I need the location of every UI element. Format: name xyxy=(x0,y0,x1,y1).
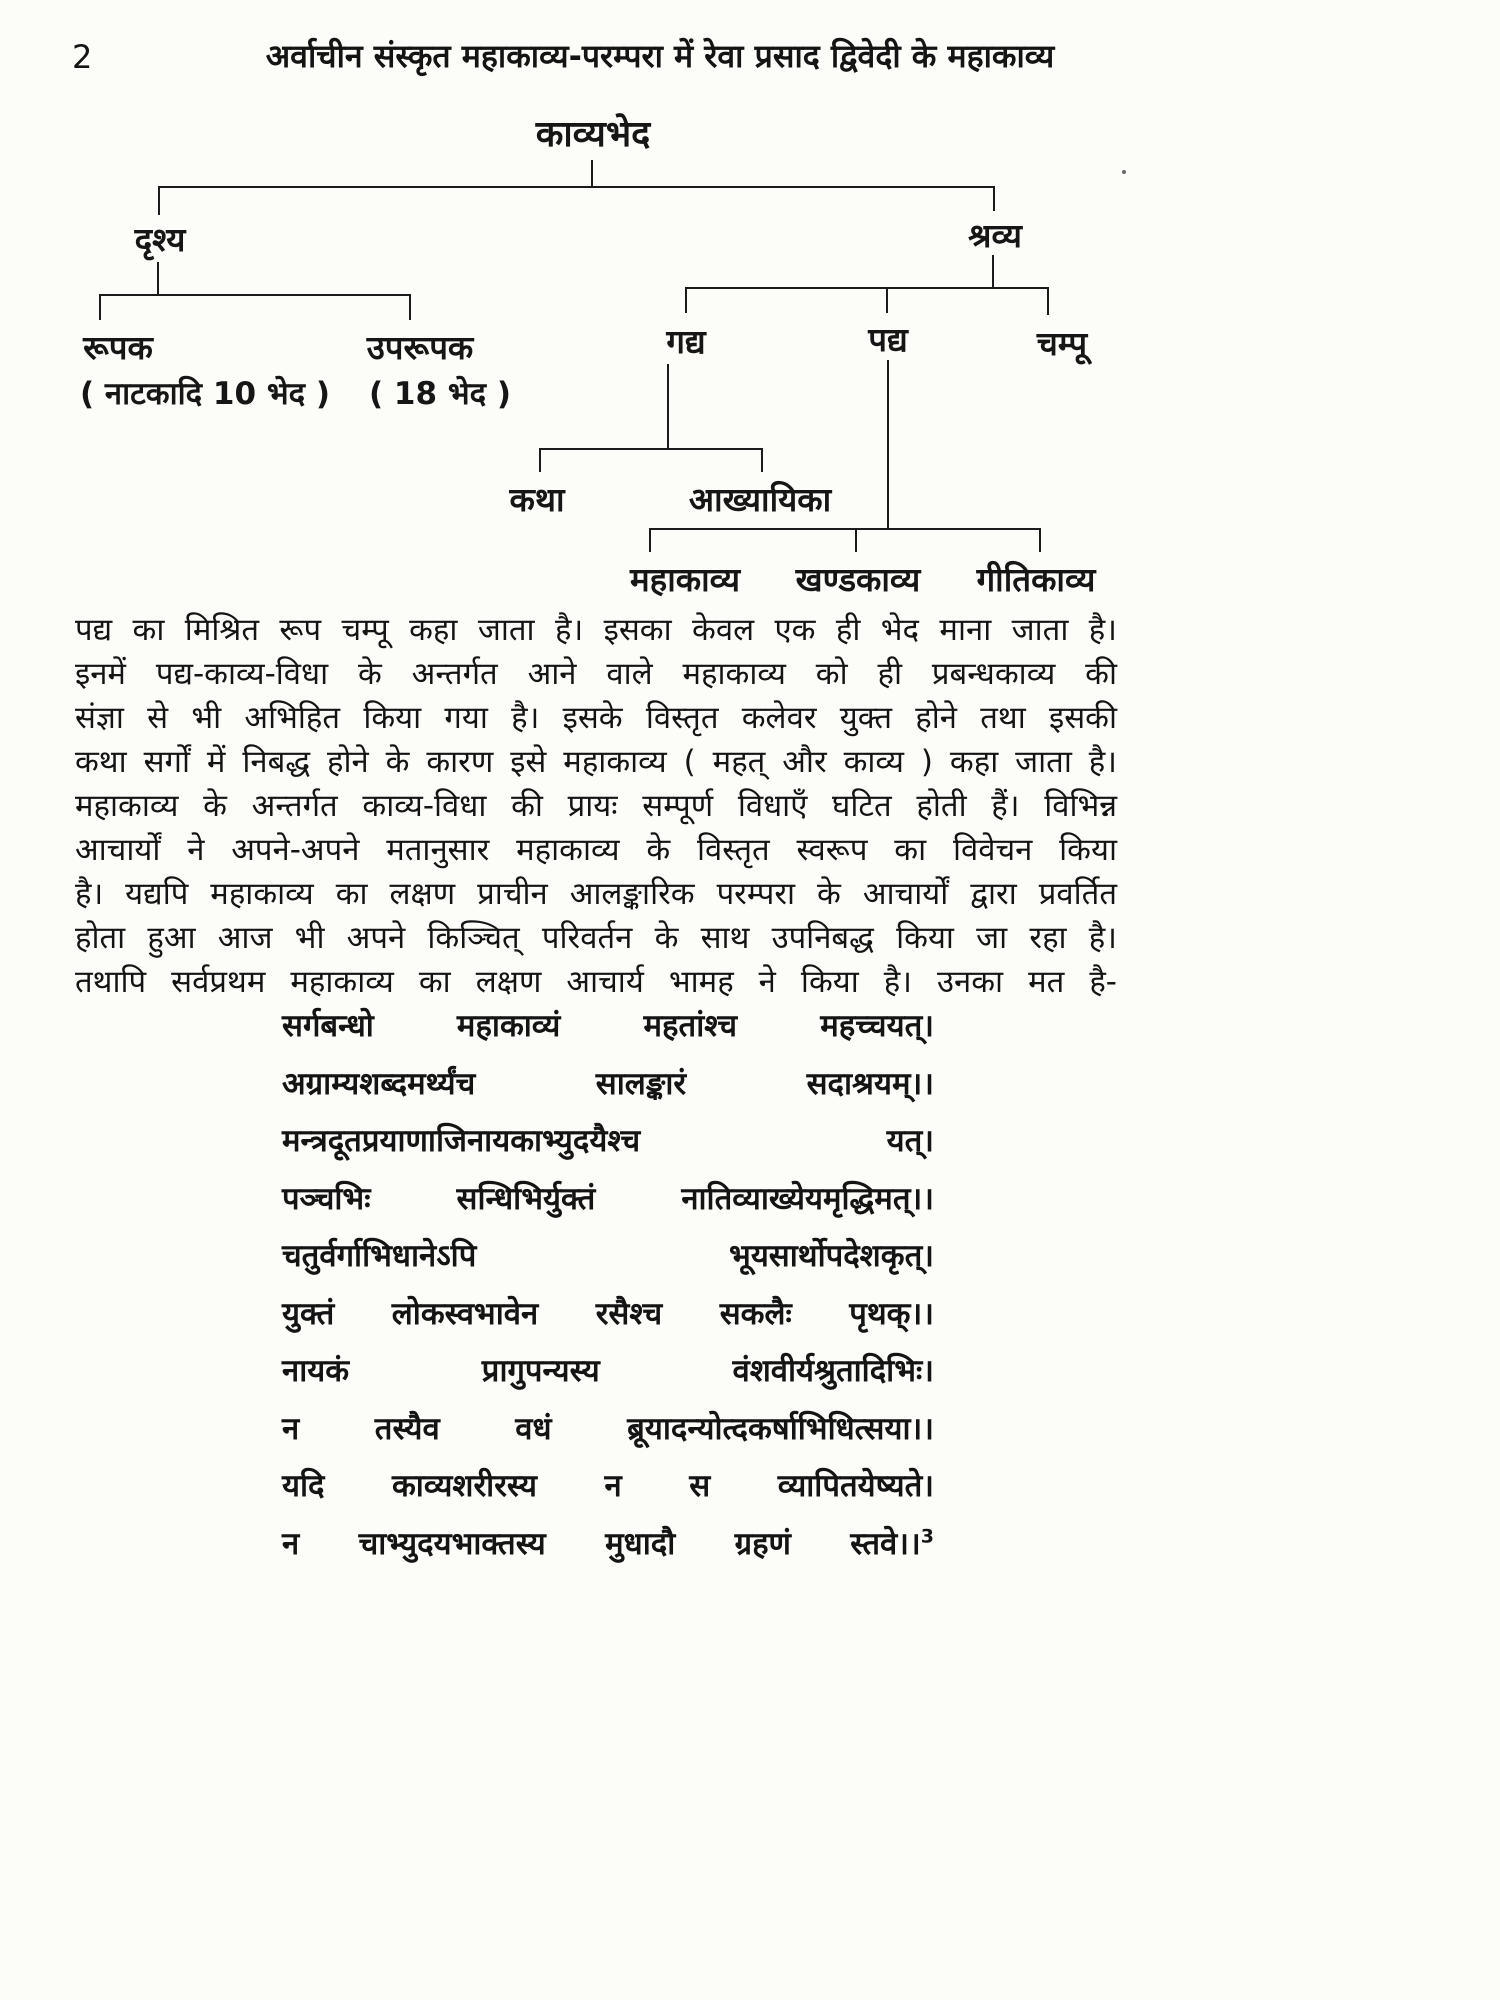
connector xyxy=(539,448,541,472)
connector xyxy=(591,160,593,188)
connector xyxy=(649,528,1041,530)
tree-node-mahakavya: महाकाव्य xyxy=(629,560,741,599)
verse-line: युक्तं लोकस्वभावेन रसैश्च सकलैः पृथक्।। xyxy=(282,1295,934,1332)
page-number: 2 xyxy=(72,38,93,76)
verse-line: नायकं प्रागुपन्यस्य वंशवीर्यश्रुतादिभिः। xyxy=(282,1353,934,1389)
tree-node-rupaka: रूपक xyxy=(83,328,153,367)
tree-node-uparupaka: उपरूपक xyxy=(366,328,474,367)
tree-root-label: काव्यभेद xyxy=(535,114,651,155)
tree-node-akhyayika: आख्यायिका xyxy=(688,480,832,519)
tree-node-drishya: दृश्य xyxy=(134,220,186,259)
body-line: है। यद्यपि महाकाव्य का लक्षण प्राचीन आलङ्कारिक परम्परा के आचार्यों द्वारा प्रवर्तित xyxy=(75,876,1117,912)
connector xyxy=(685,287,687,313)
connector xyxy=(685,287,1049,289)
connector xyxy=(539,448,763,450)
verse-line xyxy=(282,1516,934,1574)
body-line: आचार्यों ने अपने-अपने मतानुसार महाकाव्य के विस्तृत स्वरूप का विवेचन किया xyxy=(75,832,1117,868)
tree-node-gitikavya: गीतिकाव्य xyxy=(976,560,1096,599)
connector xyxy=(1039,528,1041,552)
verse-line: चतुर्वर्गाभिधानेऽपि भूयसार्थोपदेशकृत्। xyxy=(282,1238,934,1274)
footnote-marker: 3 xyxy=(920,1525,934,1548)
header-title: अर्वाचीन संस्कृत महाकाव्य-परम्परा में रेवा प्रसाद द्विवेदी के महाकाव्य xyxy=(265,37,1055,75)
body-line: पद्य का मिश्रित रूप चम्पू कहा जाता है। इसका केवल एक ही भेद माना जाता है। xyxy=(75,612,1117,648)
verse-line: अग्राम्यशब्दमर्थ्यंच सालङ्कारं सदाश्रयम्।। xyxy=(282,1065,934,1102)
body-line: संज्ञा से भी अभिहित किया गया है। इसके विस्तृत कलेवर युक्त होने तथा इसकी xyxy=(75,700,1117,736)
scan-speck xyxy=(1122,170,1126,174)
tree-node-padya: पद्य xyxy=(868,320,908,359)
body-line: तथापि सर्वप्रथम महाकाव्य का लक्षण आचार्य भामह ने किया है। उनका मत है- xyxy=(75,964,1117,1000)
kavya-bheda-tree xyxy=(0,0,1500,610)
verse-line: सर्गबन्धो महाकाव्यं महतांश्च महच्चयत्। xyxy=(282,1008,934,1044)
connector xyxy=(886,287,888,313)
tree-node-khandakavya: खण्डकाव्य xyxy=(795,560,921,599)
tree-node-katha: कथा xyxy=(509,480,565,519)
verse-line: यदि काव्यशरीरस्य न स व्यापितयेष्यते। xyxy=(282,1468,934,1504)
connector xyxy=(158,186,160,215)
verse-line-text: न चाभ्युदयभाक्तस्य मुधादौ ग्रहणं स्तवे।। xyxy=(282,1525,921,1562)
connector xyxy=(761,448,763,472)
connector xyxy=(993,186,995,211)
connector xyxy=(649,528,651,552)
verse-line: मन्त्रदूतप्रयाणाजिनायकाभ्युदयैश्च यत्। xyxy=(282,1123,934,1159)
connector xyxy=(409,294,411,320)
connector xyxy=(887,360,889,530)
body-line: कथा सर्गों में निबद्ध होने के कारण इसे महाकाव्य ( महत् और काव्य ) कहा जाता है। xyxy=(75,744,1117,780)
tree-note-uparupaka-bheda: ( 18 भेद ) xyxy=(368,376,512,412)
verse-line: पञ्चभिः सन्धिभिर्युक्तं नातिव्याख्येयमृद्धिमत्।। xyxy=(282,1180,934,1217)
connector xyxy=(1047,287,1049,315)
connector xyxy=(992,255,994,289)
body-paragraph xyxy=(75,608,1117,1004)
connector xyxy=(99,294,411,296)
tree-note-rupaka-bheda: ( नाटकादि 10 भेद ) xyxy=(79,376,331,412)
tree-node-shravya: श्रव्य xyxy=(968,216,1022,255)
body-line: होता हुआ आज भी अपने किञ्चित् परिवर्तन के साथ उपनिबद्ध किया जा रहा है। xyxy=(75,920,1117,956)
connector xyxy=(855,528,857,552)
connector xyxy=(157,262,159,295)
connector xyxy=(158,186,995,188)
verse-line: न तस्यैव वधं ब्रूयादन्योत्दकर्षाभिधित्सया।। xyxy=(282,1410,934,1447)
tree-node-gadya: गद्य xyxy=(666,322,706,361)
bhamaha-verse xyxy=(282,998,934,1573)
connector xyxy=(99,294,101,320)
body-line: महाकाव्य के अन्तर्गत काव्य-विधा की प्रायः सम्पूर्ण विधाएँ घटित होती हैं। विभिन्न xyxy=(75,788,1117,824)
tree-node-champu: चम्पू xyxy=(1036,324,1088,363)
connector xyxy=(667,364,669,450)
body-line: इनमें पद्य-काव्य-विधा के अन्तर्गत आने वाले महाकाव्य को ही प्रबन्धकाव्य की xyxy=(75,656,1117,692)
